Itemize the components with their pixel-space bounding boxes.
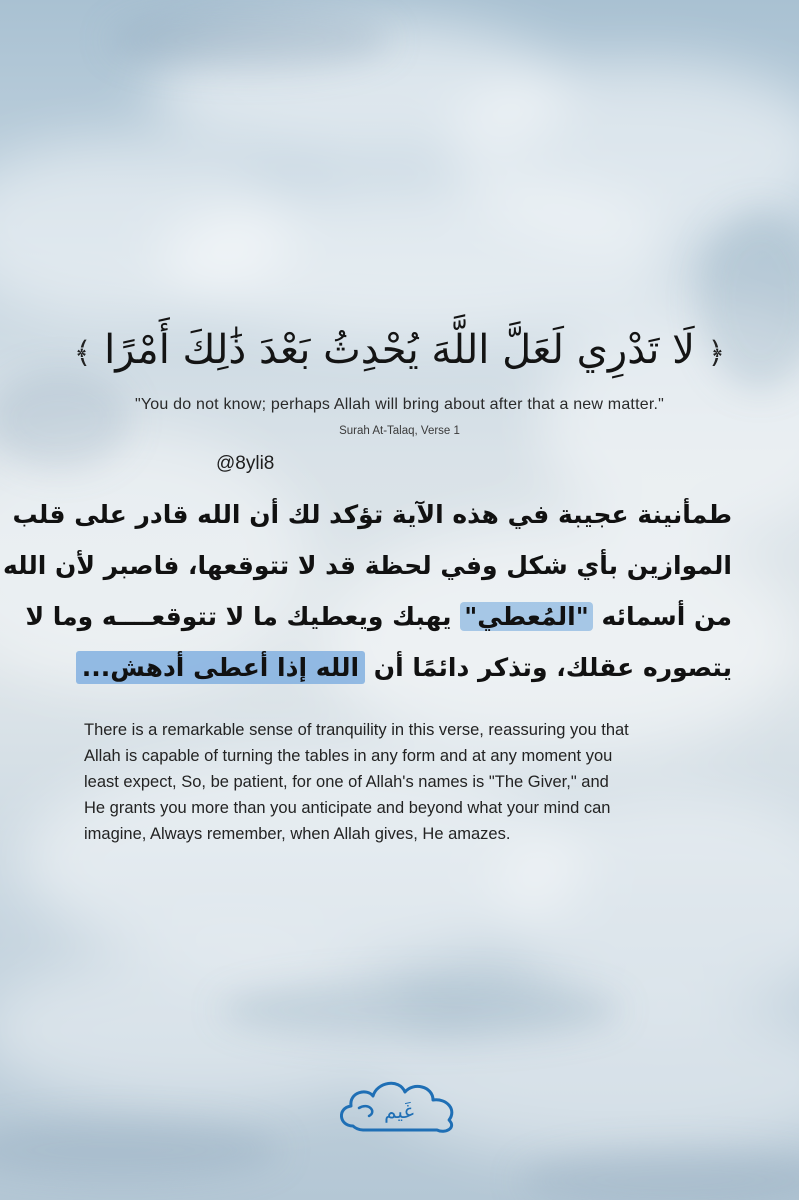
reflection-arabic-line: الموازين بأي شكل وفي لحظة قد لا تتوقعها، فاصبر لأن الله	[2, 551, 732, 580]
cloud-logo-icon	[333, 1068, 465, 1140]
verse-reference: Surah At-Talaq, Verse 1	[339, 425, 460, 437]
author-handle: @8yli8	[216, 453, 275, 474]
reflection-english-line: least expect, So, be patient, for one of Allah's names is "The Giver," and	[84, 773, 609, 791]
logo-wordmark: غَيم	[384, 1099, 414, 1123]
highlighted-closing-phrase: الله إذا أعطى أدهش...	[76, 651, 365, 684]
reflection-english	[84, 717, 720, 847]
reflection-arabic-fragment: يهبك ويعطيك ما لا تتوقعــــه وما لا	[25, 602, 452, 631]
reflection-arabic	[2, 489, 732, 693]
verse-ornament-open: ﴿	[707, 336, 726, 371]
verse-arabic-text: لَا تَدْرِي لَعَلَّ اللَّهَ يُحْدِثُ بَعْدَ ذَٰلِكَ أَمْرًا	[104, 327, 695, 373]
verse-ornament-close: ﴾	[73, 336, 92, 371]
reflection-arabic-line	[25, 591, 732, 642]
reflection-arabic-line: طمأنينة عجيبة في هذه الآية تؤكد لك أن الله قادر على قلب	[12, 500, 732, 529]
reflection-arabic-line	[66, 642, 732, 693]
reflection-arabic-fragment: يتصوره عقلك، وتذكر دائمًا أن	[373, 653, 732, 682]
reflection-english-line: There is a remarkable sense of tranquility in this verse, reassuring you that	[84, 721, 629, 739]
verse-translation: "You do not know; perhaps Allah will bring about after that a new matter."	[135, 396, 664, 413]
reflection-english-line: imagine, Always remember, when Allah gives, He amazes.	[84, 825, 511, 843]
reflection-english-line: Allah is capable of turning the tables in any form and at any moment you	[84, 747, 613, 765]
quran-verse-arabic	[0, 318, 799, 386]
highlighted-name-giver: "المُعطي"	[460, 602, 593, 631]
reflection-english-line: He grants you more than you anticipate and beyond what your mind can	[84, 799, 611, 817]
reflection-arabic-fragment: من أسمائه	[601, 602, 732, 631]
